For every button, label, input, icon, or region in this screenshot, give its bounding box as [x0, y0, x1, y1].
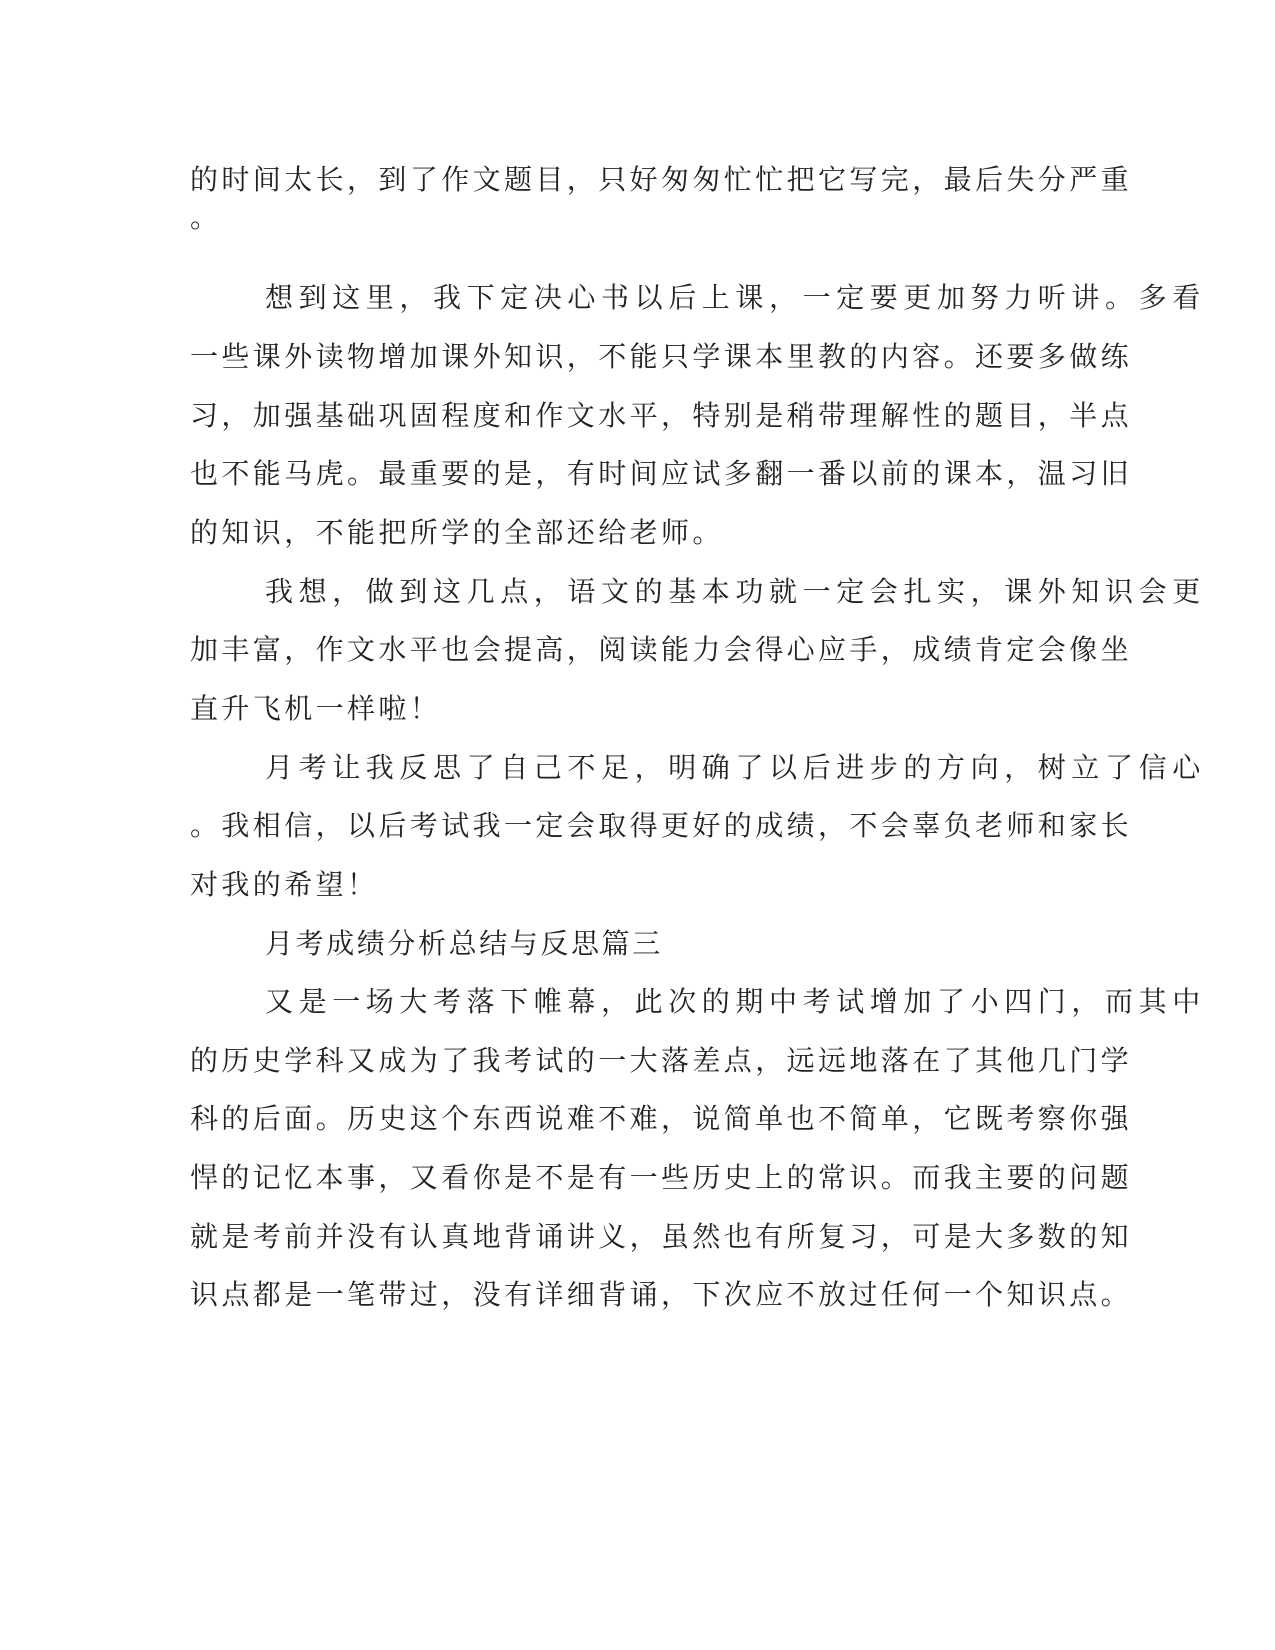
paragraph-start-line: 月考让我反思了自己不足，明确了以后进步的方向，树立了信心 [265, 751, 1206, 784]
text-line: 的知识，不能把所学的全部还给老师。 [190, 516, 724, 549]
text-line: 识点都是一笔带过，没有详细背诵，下次应不放过任何一个知识点。 [190, 1278, 1133, 1311]
section-heading: 月考成绩分析总结与反思篇三 [265, 927, 663, 960]
text-line: 。我相信，以后考试我一定会取得更好的成绩，不会辜负老师和家长 [190, 809, 1133, 842]
text-line: 科的后面。历史这个东西说难不难，说简单也不简单，它既考察你强 [190, 1102, 1133, 1135]
text-line: 加丰富，作文水平也会提高，阅读能力会得心应手，成绩肯定会像坐 [190, 633, 1133, 666]
paragraph-start-line: 我想，做到这几点，语文的基本功就一定会扎实，课外知识会更 [265, 575, 1206, 608]
text-line: 的历史学科又成为了我考试的一大落差点，远远地落在了其他几门学 [190, 1044, 1133, 1077]
text-line: 的时间太长，到了作文题目，只好匆匆忙忙把它写完，最后失分严重 [190, 163, 1133, 196]
text-line: 。 [190, 201, 219, 234]
text-line: 对我的希望！ [190, 868, 379, 901]
paragraph-start-line: 又是一场大考落下帷幕，此次的期中考试增加了小四门，而其中 [265, 985, 1206, 1018]
text-line: 也不能马虎。最重要的是，有时间应试多翻一番以前的课本，温习旧 [190, 457, 1133, 490]
paragraph-start-line: 想到这里，我下定决心书以后上课，一定要更加努力听讲。多看 [265, 281, 1206, 314]
text-line: 悍的记忆本事，又看你是不是有一些历史上的常识。而我主要的问题 [190, 1161, 1133, 1194]
text-line: 习，加强基础巩固程度和作文水平，特别是稍带理解性的题目，半点 [190, 399, 1133, 432]
text-line: 一些课外读物增加课外知识，不能只学课本里教的内容。还要多做练 [190, 340, 1133, 373]
text-line: 就是考前并没有认真地背诵讲义，虽然也有所复习，可是大多数的知 [190, 1220, 1133, 1253]
text-line: 直升飞机一样啦！ [190, 692, 442, 725]
